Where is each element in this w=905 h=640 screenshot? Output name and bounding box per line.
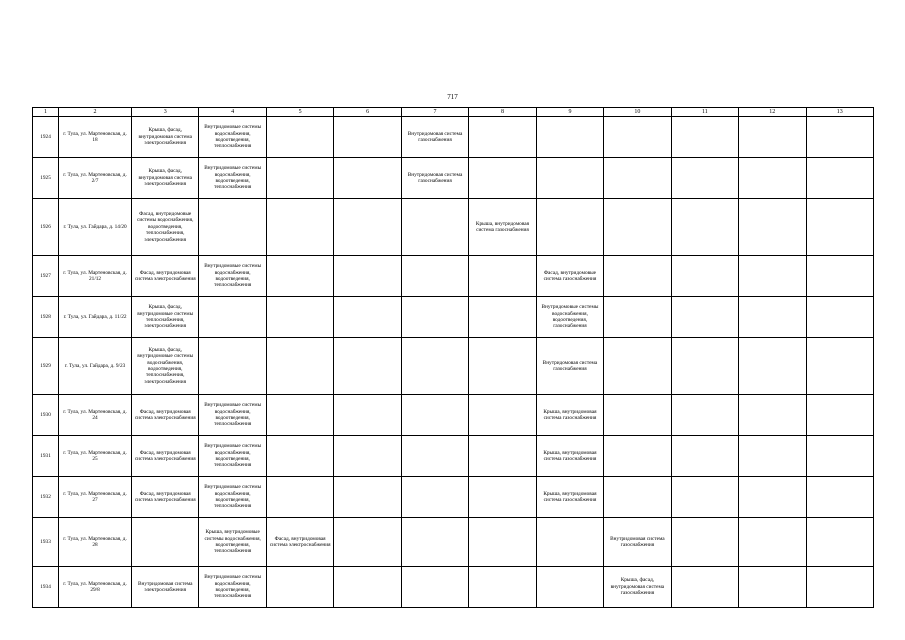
work-type-cell: Внутридомовые системы водоснабжения, водоотведения, газоснабжения xyxy=(536,297,603,338)
work-type-cell xyxy=(469,117,536,158)
record-number-cell: 1931 xyxy=(33,436,59,477)
work-type-cell xyxy=(401,199,468,256)
page-number: 717 xyxy=(447,93,458,101)
table-row xyxy=(33,338,874,395)
record-number-cell: 1928 xyxy=(33,297,59,338)
column-number: 6 xyxy=(334,108,401,117)
work-type-cell xyxy=(334,117,401,158)
address-cell: г. Тула, ул. Мартеновская, д. 21/12 xyxy=(59,256,132,297)
work-type-cell: Внутридомовые системы водоснабжения, водоотведения, теплоснабжения xyxy=(199,395,266,436)
work-type-cell: Фасад, внутридомовая система электроснабжения xyxy=(132,477,199,518)
work-type-cell xyxy=(604,158,671,199)
work-type-cell xyxy=(401,395,468,436)
work-type-cell xyxy=(671,518,738,567)
work-type-cell xyxy=(132,518,199,567)
work-type-cell xyxy=(334,297,401,338)
work-type-cell xyxy=(334,567,401,608)
work-type-cell: Внутридомовая система электроснабжения xyxy=(132,567,199,608)
table-row xyxy=(33,395,874,436)
address-cell: г. Тула, ул. Гайдара, д. 9/23 xyxy=(59,338,132,395)
work-type-cell xyxy=(401,338,468,395)
work-type-cell xyxy=(469,297,536,338)
work-type-cell xyxy=(266,338,333,395)
work-type-cell xyxy=(806,436,873,477)
work-type-cell xyxy=(604,256,671,297)
column-number: 8 xyxy=(469,108,536,117)
work-type-cell xyxy=(806,199,873,256)
work-type-cell: Крыша, внутридомовая система газоснабжения xyxy=(536,477,603,518)
work-type-cell xyxy=(604,436,671,477)
work-type-cell xyxy=(469,256,536,297)
work-type-cell xyxy=(806,518,873,567)
address-cell: г. Тула, ул. Мартеновская, д. 18 xyxy=(59,117,132,158)
work-type-cell xyxy=(806,567,873,608)
work-type-cell xyxy=(739,567,806,608)
table-row xyxy=(33,518,874,567)
work-type-cell xyxy=(199,338,266,395)
table-row xyxy=(33,199,874,256)
table-row xyxy=(33,567,874,608)
table-row xyxy=(33,117,874,158)
record-number-cell: 1926 xyxy=(33,199,59,256)
work-type-cell xyxy=(401,567,468,608)
table-row xyxy=(33,256,874,297)
work-type-cell xyxy=(806,158,873,199)
work-type-cell xyxy=(806,117,873,158)
work-type-cell: Фасад, внутридомовые система газоснабжения xyxy=(536,256,603,297)
column-number: 10 xyxy=(604,108,671,117)
column-number: 5 xyxy=(266,108,333,117)
work-type-cell xyxy=(806,256,873,297)
record-number-cell: 1925 xyxy=(33,158,59,199)
work-type-cell: Крыша, внутридомовая система газоснабжения xyxy=(536,395,603,436)
work-type-cell xyxy=(334,518,401,567)
work-type-cell: Внутридомовые системы водоснабжения, водоотведения, теплоснабжения xyxy=(199,256,266,297)
work-type-cell xyxy=(266,256,333,297)
column-number: 3 xyxy=(132,108,199,117)
work-type-cell: Внутридомовые системы водоснабжения, водоотведения, теплоснабжения xyxy=(199,436,266,477)
column-number: 13 xyxy=(806,108,873,117)
work-type-cell xyxy=(739,477,806,518)
work-type-cell xyxy=(604,117,671,158)
column-number-row xyxy=(33,108,874,117)
work-type-cell xyxy=(806,477,873,518)
work-type-cell xyxy=(266,436,333,477)
column-number: 4 xyxy=(199,108,266,117)
work-type-cell: Внутридомовая система газоснабжения xyxy=(401,158,468,199)
work-type-cell xyxy=(469,395,536,436)
work-type-cell: Внутридомовые системы водоснабжения, водоотведения, теплоснабжения xyxy=(199,117,266,158)
work-type-cell xyxy=(401,297,468,338)
work-type-cell xyxy=(536,518,603,567)
work-type-cell: Крыша, внутридомовые системы водоснабжения, водоотведения, теплоснабжения xyxy=(199,518,266,567)
work-type-cell xyxy=(604,477,671,518)
work-type-cell xyxy=(806,297,873,338)
address-cell: г. Тула, ул. Мартеновская, д. 2/7 xyxy=(59,158,132,199)
work-type-cell xyxy=(671,256,738,297)
work-type-cell xyxy=(739,436,806,477)
work-type-cell: Крыша, фасад, внутридомовые системы теплоснабжения, электроснабжения xyxy=(132,297,199,338)
work-type-cell xyxy=(739,117,806,158)
work-type-cell xyxy=(739,256,806,297)
work-type-cell: Внутридомовая система газоснабжения xyxy=(401,117,468,158)
table-row xyxy=(33,297,874,338)
work-type-cell xyxy=(334,395,401,436)
work-type-cell xyxy=(739,297,806,338)
work-type-cell xyxy=(739,199,806,256)
work-type-cell xyxy=(671,199,738,256)
work-type-cell xyxy=(604,338,671,395)
record-number-cell: 1929 xyxy=(33,338,59,395)
column-number: 12 xyxy=(739,108,806,117)
record-number-cell: 1930 xyxy=(33,395,59,436)
address-cell: г. Тула, ул. Мартеновская, д. 27 xyxy=(59,477,132,518)
table-row xyxy=(33,158,874,199)
work-type-cell xyxy=(334,338,401,395)
work-type-cell xyxy=(266,199,333,256)
work-type-cell: Крыша, фасад, внутридомовая система газоснабжения xyxy=(604,567,671,608)
work-type-cell xyxy=(266,117,333,158)
work-type-cell: Внутридомовые системы водоснабжения, водоотведения, теплоснабжения xyxy=(199,477,266,518)
work-type-cell xyxy=(334,158,401,199)
work-type-cell xyxy=(266,297,333,338)
work-type-cell xyxy=(671,567,738,608)
address-cell: г. Тула, ул. Мартеновская, д. 29/8 xyxy=(59,567,132,608)
record-number-cell: 1933 xyxy=(33,518,59,567)
work-type-cell: Фасад, внутридомовая система электроснабжения xyxy=(266,518,333,567)
work-type-cell xyxy=(604,297,671,338)
work-type-cell xyxy=(536,117,603,158)
column-number: 1 xyxy=(33,108,59,117)
work-type-cell xyxy=(199,297,266,338)
work-type-cell xyxy=(401,256,468,297)
work-type-cell xyxy=(806,338,873,395)
work-type-cell: Крыша, внутридомовая система газоснабжения xyxy=(469,199,536,256)
work-type-cell: Крыша, фасад, внутридомовая система электроснабжения xyxy=(132,158,199,199)
work-type-cell: Внутридомовые системы водоснабжения, водоотведения, теплоснабжения xyxy=(199,158,266,199)
work-type-cell: Фасад, внутридомовая система электроснабжения xyxy=(132,395,199,436)
work-type-cell xyxy=(536,199,603,256)
work-type-cell xyxy=(334,436,401,477)
work-type-cell: Крыша, фасад, внутридомовая система электроснабжения xyxy=(132,117,199,158)
work-type-cell: Крыша, фасад, внутридомовые системы водоснабжения, водоотведения, теплоснабжения, электроснабжения xyxy=(132,338,199,395)
work-type-cell xyxy=(671,338,738,395)
work-type-cell xyxy=(536,567,603,608)
work-type-cell xyxy=(469,477,536,518)
work-type-cell xyxy=(334,256,401,297)
work-type-cell xyxy=(671,117,738,158)
record-number-cell: 1927 xyxy=(33,256,59,297)
work-type-cell xyxy=(671,436,738,477)
work-type-cell xyxy=(266,477,333,518)
repair-schedule-table xyxy=(32,107,874,608)
work-type-cell xyxy=(536,158,603,199)
work-type-cell xyxy=(604,395,671,436)
column-number: 2 xyxy=(59,108,132,117)
record-number-cell: 1934 xyxy=(33,567,59,608)
address-cell: г. Тула, ул. Гайдара, д. 14/20 xyxy=(59,199,132,256)
record-number-cell: 1924 xyxy=(33,117,59,158)
work-type-cell: Крыша, внутридомовая система газоснабжения xyxy=(536,436,603,477)
address-cell: г. Тула, ул. Гайдара, д. 11/22 xyxy=(59,297,132,338)
work-type-cell xyxy=(469,436,536,477)
work-type-cell xyxy=(739,158,806,199)
column-number: 9 xyxy=(536,108,603,117)
work-type-cell xyxy=(401,436,468,477)
work-type-cell xyxy=(671,395,738,436)
record-number-cell: 1932 xyxy=(33,477,59,518)
work-type-cell xyxy=(401,477,468,518)
work-type-cell: Фасад, внутридомовая система электроснабжения xyxy=(132,256,199,297)
address-cell: г. Тула, ул. Мартеновская, д. 24 xyxy=(59,395,132,436)
work-type-cell xyxy=(334,477,401,518)
work-type-cell: Фасад, внутридомовые системы водоснабжения, водоотведения, теплоснабжения, электроснабжения xyxy=(132,199,199,256)
address-cell: г. Тула, ул. Мартеновская, д. 28 xyxy=(59,518,132,567)
work-type-cell xyxy=(401,518,468,567)
work-type-cell xyxy=(469,338,536,395)
work-type-cell xyxy=(469,518,536,567)
work-type-cell xyxy=(604,199,671,256)
work-type-cell xyxy=(671,158,738,199)
address-cell: г. Тула, ул. Мартеновская, д. 25 xyxy=(59,436,132,477)
work-type-cell xyxy=(469,158,536,199)
column-number: 7 xyxy=(401,108,468,117)
work-type-cell: Фасад, внутридомовая система электроснабжения xyxy=(132,436,199,477)
work-type-cell xyxy=(739,395,806,436)
work-type-cell xyxy=(334,199,401,256)
table-row xyxy=(33,436,874,477)
work-type-cell xyxy=(671,297,738,338)
work-type-cell xyxy=(266,395,333,436)
work-type-cell xyxy=(266,158,333,199)
work-type-cell: Внутридомовая система газоснабжения xyxy=(536,338,603,395)
work-type-cell xyxy=(739,338,806,395)
table-row xyxy=(33,477,874,518)
work-type-cell xyxy=(266,567,333,608)
column-number: 11 xyxy=(671,108,738,117)
work-type-cell: Внутридомовые системы водоснабжения, водоотведения, теплоснабжения xyxy=(199,567,266,608)
work-type-cell xyxy=(671,477,738,518)
work-type-cell: Внутридомовая система газоснабжения xyxy=(604,518,671,567)
work-type-cell xyxy=(739,518,806,567)
work-type-cell xyxy=(806,395,873,436)
work-type-cell xyxy=(469,567,536,608)
work-type-cell xyxy=(199,199,266,256)
